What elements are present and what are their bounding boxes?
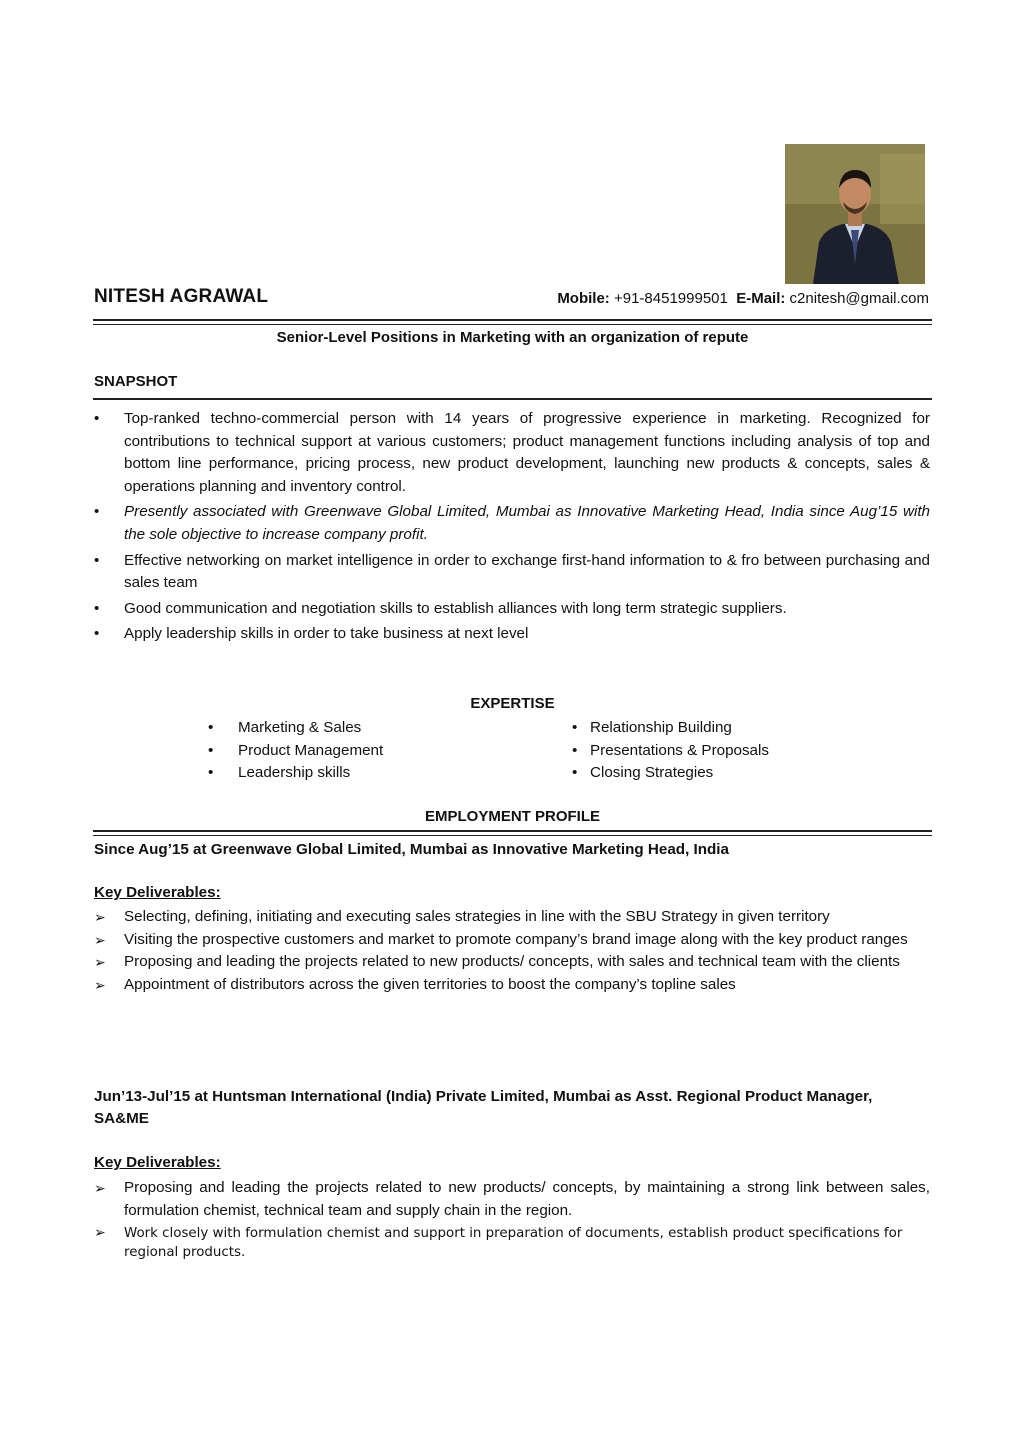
bullet-icon: • [572,764,578,782]
expertise-item: • Closing Strategies [572,762,769,785]
deliverable-item: ➢ Appointment of distributors across the given territories to boost the company’s topline sales [94,974,930,997]
deliverable-item: ➢ Selecting, defining, initiating and executing sales strategies in line with the SBU Strategy in given territory [94,906,930,929]
employment-heading: EMPLOYMENT PROFILE [424,808,600,825]
bullet-icon: • [208,741,214,759]
mobile-number: +91-8451999501 [613,290,728,307]
bullet-icon: • [208,764,214,782]
deliverable-item: ➢ Proposing and leading the projects related to new products/ concepts, with sales and technical team with the clients [94,951,930,974]
key-deliverables-label: Key Deliverables: [94,884,221,901]
expertise-item: • Relationship Building [572,717,769,740]
expertise-heading: EXPERTISE [470,695,555,712]
bullet-icon: • [94,625,100,643]
arrow-bullet-icon: ➢ [94,931,106,948]
snapshot-list [94,408,930,649]
profile-photo-illustration [785,144,925,284]
bullet-icon: • [94,503,100,521]
deliverables-list-huntsman [94,1177,930,1262]
arrow-bullet-icon: ➢ [94,976,106,993]
snapshot-item: • Presently associated with Greenwave Global Limited, Mumbai as Innovative Marketing Head, India since Aug’15 with the sole objective to increase company profit. [94,503,930,543]
deliverable-item: ➢ Work closely with formulation chemist and support in preparation of documents, establish product specifications for regional products. [94,1225,903,1261]
snapshot-item: • Top-ranked techno-commercial person with 14 years of progressive experience in marketing. Recognized for contributions to technical support at various customers; product management functions including analysis of top and bottom line performance, pricing process, new product development, launching new products & concepts, sales & operations planning and inventory control. [94,410,930,495]
expertise-list-right [572,717,769,785]
snapshot-item: • Good communication and negotiation skills to establish alliances with long term strategic suppliers. [94,598,930,621]
snapshot-divider [93,398,932,400]
expertise-item: • Marketing & Sales [208,717,383,740]
snapshot-item: • Apply leadership skills in order to take business at next level [94,623,930,646]
deliverable-item: ➢ Visiting the prospective customers and market to promote company’s brand image along with the key product ranges [94,929,930,952]
arrow-bullet-icon: ➢ [94,1180,106,1196]
expertise-item: • Leadership skills [208,762,383,785]
arrow-bullet-icon: ➢ [94,1225,106,1242]
contact-info [557,290,929,307]
email-label: E-Mail: [736,290,786,307]
expertise-list-left [208,717,383,785]
candidate-name: NITESH AGRAWAL [94,286,269,307]
header-divider [93,319,932,325]
profile-photo [785,144,925,284]
snapshot-heading: SNAPSHOT [94,373,178,390]
job-title-huntsman: Jun’13-Jul’15 at Huntsman International (India) Private Limited, Mumbai as Asst. Regional Product Manager, SA&ME [94,1088,873,1127]
deliverable-item: ➢ Proposing and leading the projects related to new products/ concepts, by maintaining a strong link between sales, formulation chemist, technical team and supply chain in the region. [94,1179,930,1219]
job-title-greenwave: Since Aug’15 at Greenwave Global Limited, Mumbai as Innovative Marketing Head, India [94,841,729,858]
bullet-icon: • [94,551,100,569]
career-objective: Senior-Level Positions in Marketing with an organization of repute [276,329,749,346]
bullet-icon: • [572,719,578,736]
bullet-icon: • [94,599,100,617]
arrow-bullet-icon: ➢ [94,954,106,971]
expertise-item: • Presentations & Proposals [572,740,769,763]
expertise-item: • Product Management [208,740,383,763]
bullet-icon: • [94,410,100,427]
key-deliverables-label: Key Deliverables: [94,1154,221,1171]
email-address: c2nitesh@gmail.com [789,290,929,307]
mobile-label: Mobile: [557,290,610,307]
bullet-icon: • [208,719,214,736]
snapshot-item: • Effective networking on market intelligence in order to exchange first-hand information to & fro between purchasing and sales team [94,551,930,592]
employment-divider [93,830,932,836]
arrow-bullet-icon: ➢ [94,909,106,925]
bullet-icon: • [572,741,578,759]
deliverables-list-greenwave [94,906,930,996]
